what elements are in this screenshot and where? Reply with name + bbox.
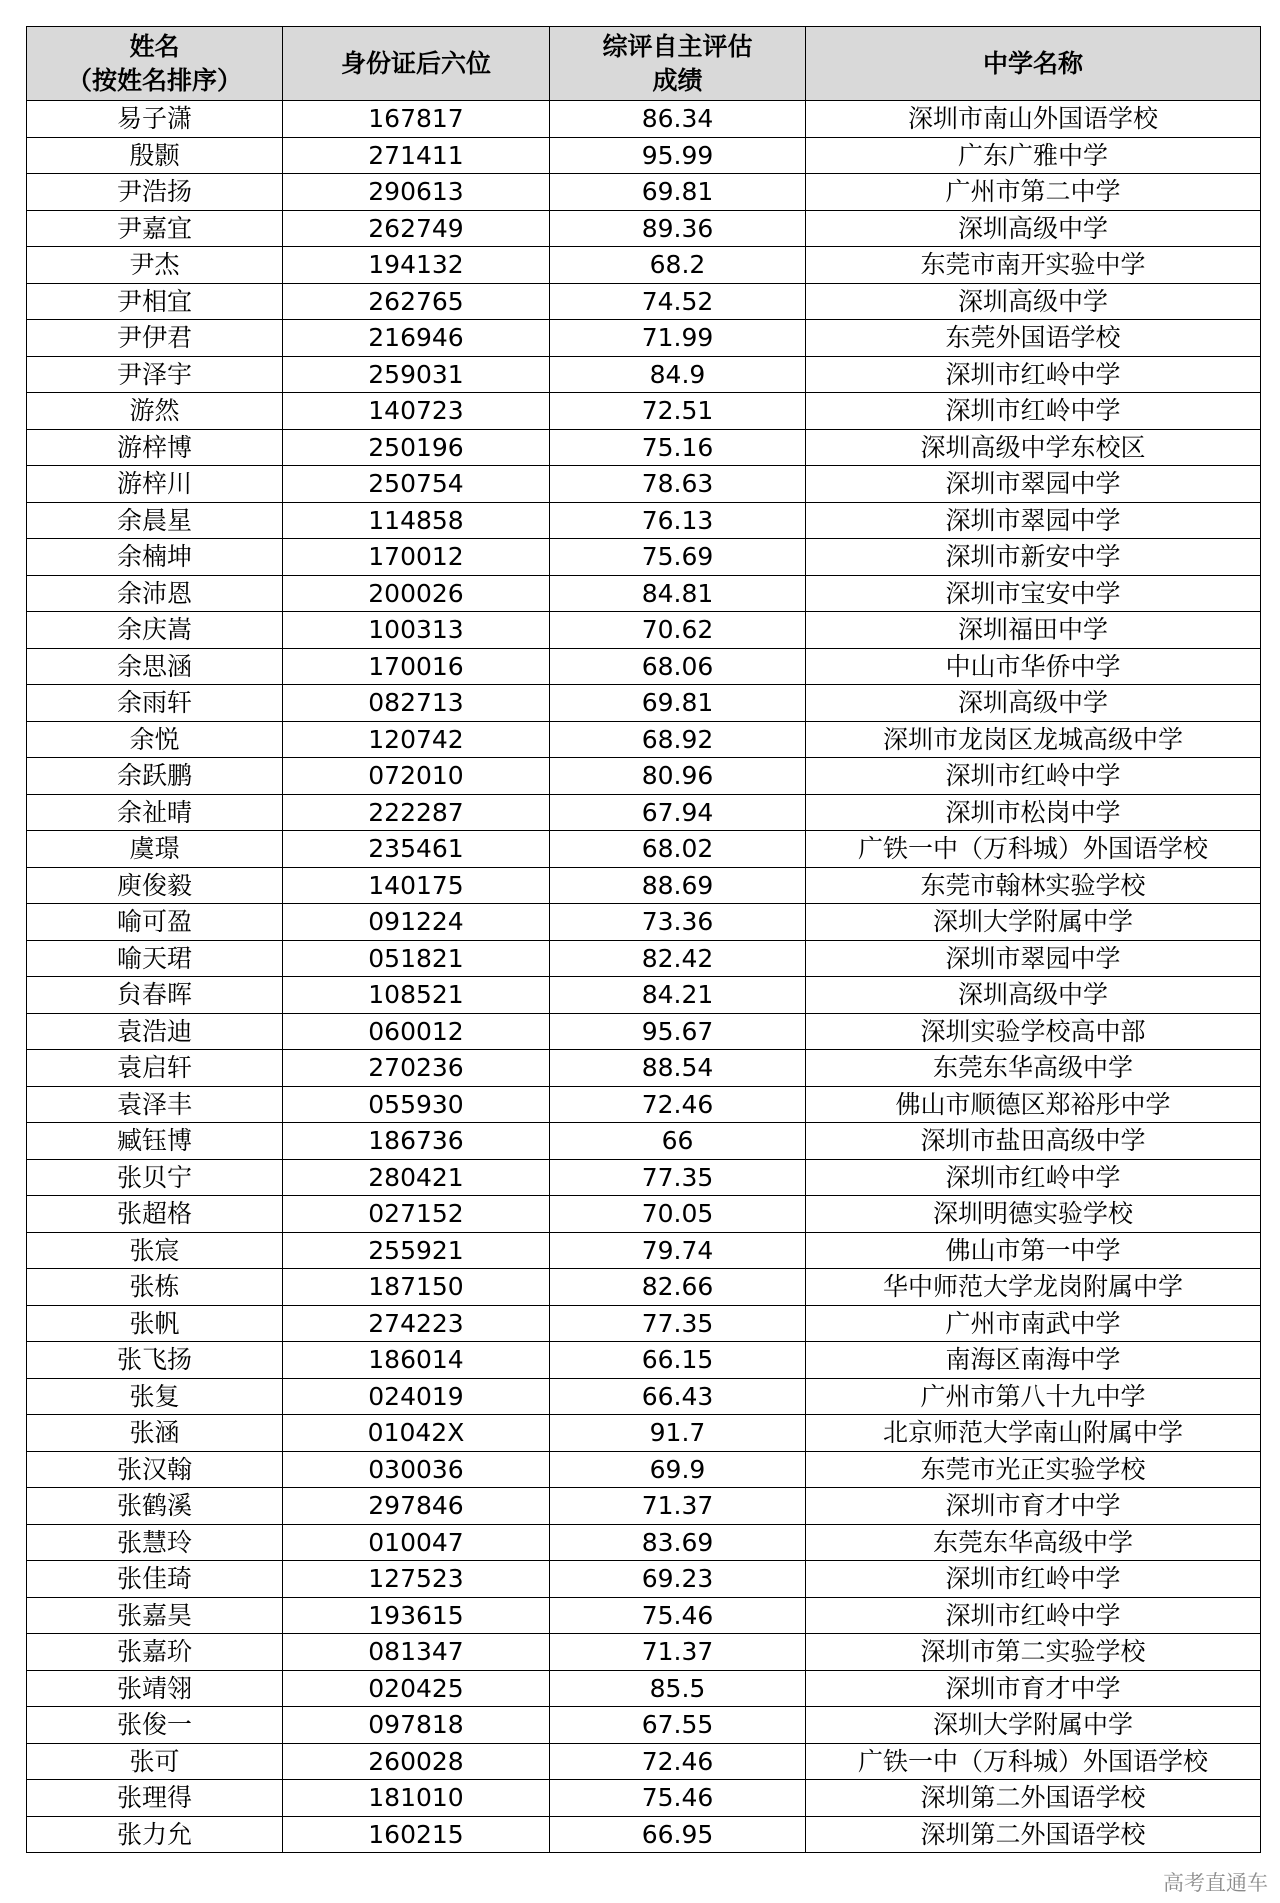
table-row [27, 1013, 1261, 1050]
cell-score: 79.74 [550, 1232, 806, 1269]
cell-score: 84.21 [550, 977, 806, 1014]
cell-score: 89.36 [550, 210, 806, 247]
cell-score: 68.06 [550, 648, 806, 685]
cell-score: 66.15 [550, 1342, 806, 1379]
cell-school: 华中师范大学龙岗附属中学 [806, 1269, 1261, 1306]
cell-score: 83.69 [550, 1524, 806, 1561]
table-row [27, 1488, 1261, 1525]
cell-school: 深圳市南山外国语学校 [806, 101, 1261, 138]
cell-school: 东莞外国语学校 [806, 320, 1261, 357]
cell-id: 072010 [283, 758, 550, 795]
cell-id: 097818 [283, 1707, 550, 1744]
cell-school: 深圳第二外国语学校 [806, 1816, 1261, 1853]
cell-school: 深圳大学附属中学 [806, 904, 1261, 941]
cell-score: 76.13 [550, 502, 806, 539]
cell-id: 271411 [283, 137, 550, 174]
header-score-line2: 成绩 [652, 65, 703, 95]
cell-name: 尹伊君 [27, 320, 283, 357]
cell-name: 张力允 [27, 1816, 283, 1853]
cell-school: 深圳明德实验学校 [806, 1196, 1261, 1233]
cell-id: 194132 [283, 247, 550, 284]
cell-id: 081347 [283, 1634, 550, 1671]
cell-score: 69.81 [550, 685, 806, 722]
table-row [27, 1707, 1261, 1744]
cell-id: 262765 [283, 283, 550, 320]
cell-id: 051821 [283, 940, 550, 977]
cell-name: 游然 [27, 393, 283, 430]
cell-name: 尹浩扬 [27, 174, 283, 211]
cell-name: 臧钰博 [27, 1123, 283, 1160]
cell-score: 67.55 [550, 1707, 806, 1744]
cell-id: 024019 [283, 1378, 550, 1415]
table-row [27, 1196, 1261, 1233]
cell-score: 72.46 [550, 1743, 806, 1780]
cell-name: 张宸 [27, 1232, 283, 1269]
cell-score: 71.99 [550, 320, 806, 357]
table-row [27, 539, 1261, 576]
cell-school: 深圳市红岭中学 [806, 1159, 1261, 1196]
cell-id: 186736 [283, 1123, 550, 1160]
cell-score: 91.7 [550, 1415, 806, 1452]
table-row [27, 1086, 1261, 1123]
cell-id: 200026 [283, 575, 550, 612]
cell-name: 尹相宜 [27, 283, 283, 320]
cell-school: 深圳市育才中学 [806, 1670, 1261, 1707]
cell-school: 深圳市龙岗区龙城高级中学 [806, 721, 1261, 758]
cell-school: 广州市第八十九中学 [806, 1378, 1261, 1415]
table-row [27, 1597, 1261, 1634]
cell-score: 75.46 [550, 1597, 806, 1634]
cell-id: 010047 [283, 1524, 550, 1561]
cell-name: 张靖翎 [27, 1670, 283, 1707]
table-row [27, 721, 1261, 758]
cell-school: 深圳高级中学 [806, 210, 1261, 247]
cell-name: 张佳琦 [27, 1561, 283, 1598]
cell-school: 广铁一中（万科城）外国语学校 [806, 1743, 1261, 1780]
cell-name: 余祉晴 [27, 794, 283, 831]
cell-score: 84.81 [550, 575, 806, 612]
cell-school: 佛山市第一中学 [806, 1232, 1261, 1269]
cell-id: 170016 [283, 648, 550, 685]
cell-school: 深圳市红岭中学 [806, 758, 1261, 795]
cell-id: 027152 [283, 1196, 550, 1233]
cell-school: 深圳市翠园中学 [806, 466, 1261, 503]
cell-id: 01042X [283, 1415, 550, 1452]
cell-id: 020425 [283, 1670, 550, 1707]
cell-score: 71.37 [550, 1488, 806, 1525]
cell-name: 喻可盈 [27, 904, 283, 941]
cell-school: 佛山市顺德区郑裕彤中学 [806, 1086, 1261, 1123]
cell-name: 张贝宁 [27, 1159, 283, 1196]
table-row [27, 502, 1261, 539]
cell-school: 北京师范大学南山附属中学 [806, 1415, 1261, 1452]
cell-school: 深圳大学附属中学 [806, 1707, 1261, 1744]
cell-name: 张俊一 [27, 1707, 283, 1744]
cell-name: 尹杰 [27, 247, 283, 284]
cell-school: 深圳福田中学 [806, 612, 1261, 649]
table-row [27, 1415, 1261, 1452]
cell-school: 东莞东华高级中学 [806, 1050, 1261, 1087]
cell-id: 193615 [283, 1597, 550, 1634]
cell-score: 75.69 [550, 539, 806, 576]
table-row [27, 940, 1261, 977]
cell-name: 贠春晖 [27, 977, 283, 1014]
cell-score: 82.66 [550, 1269, 806, 1306]
cell-score: 77.35 [550, 1305, 806, 1342]
cell-name: 袁启轩 [27, 1050, 283, 1087]
table-row [27, 977, 1261, 1014]
cell-score: 66.95 [550, 1816, 806, 1853]
cell-score: 95.99 [550, 137, 806, 174]
cell-id: 120742 [283, 721, 550, 758]
cell-school: 深圳高级中学东校区 [806, 429, 1261, 466]
table-row [27, 1670, 1261, 1707]
cell-name: 张涵 [27, 1415, 283, 1452]
cell-id: 140175 [283, 867, 550, 904]
cell-name: 庾俊毅 [27, 867, 283, 904]
cell-name: 张理得 [27, 1780, 283, 1817]
cell-name: 袁泽丰 [27, 1086, 283, 1123]
cell-name: 张慧玲 [27, 1524, 283, 1561]
cell-school: 广铁一中（万科城）外国语学校 [806, 831, 1261, 868]
table-row [27, 356, 1261, 393]
table-row [27, 1050, 1261, 1087]
cell-name: 张帆 [27, 1305, 283, 1342]
cell-id: 160215 [283, 1816, 550, 1853]
table-row [27, 794, 1261, 831]
cell-school: 深圳高级中学 [806, 283, 1261, 320]
cell-id: 100313 [283, 612, 550, 649]
cell-score: 70.05 [550, 1196, 806, 1233]
cell-id: 260028 [283, 1743, 550, 1780]
cell-name: 游梓博 [27, 429, 283, 466]
cell-name: 张嘉昊 [27, 1597, 283, 1634]
cell-id: 250754 [283, 466, 550, 503]
cell-school: 深圳市翠园中学 [806, 940, 1261, 977]
cell-score: 74.52 [550, 283, 806, 320]
cell-school: 深圳高级中学 [806, 977, 1261, 1014]
cell-name: 尹泽宇 [27, 356, 283, 393]
cell-id: 280421 [283, 1159, 550, 1196]
watermark: 高考直通车 [1163, 1871, 1268, 1895]
table-row [27, 1634, 1261, 1671]
cell-id: 060012 [283, 1013, 550, 1050]
cell-name: 张嘉玠 [27, 1634, 283, 1671]
cell-name: 殷颢 [27, 137, 283, 174]
cell-school: 深圳市翠园中学 [806, 502, 1261, 539]
table-row [27, 174, 1261, 211]
cell-school: 东莞东华高级中学 [806, 1524, 1261, 1561]
table-row [27, 1451, 1261, 1488]
cell-name: 余思涵 [27, 648, 283, 685]
cell-score: 69.9 [550, 1451, 806, 1488]
cell-name: 余沛恩 [27, 575, 283, 612]
header-name-line1: 姓名 [129, 31, 180, 61]
cell-score: 75.16 [550, 429, 806, 466]
header-id: 身份证后六位 [283, 27, 550, 101]
cell-school: 深圳市红岭中学 [806, 393, 1261, 430]
table-row [27, 867, 1261, 904]
table-row [27, 648, 1261, 685]
table-row [27, 758, 1261, 795]
cell-name: 易子潇 [27, 101, 283, 138]
cell-id: 055930 [283, 1086, 550, 1123]
table-row [27, 466, 1261, 503]
table-row [27, 1378, 1261, 1415]
cell-name: 喻天珺 [27, 940, 283, 977]
header-school: 中学名称 [806, 27, 1261, 101]
cell-score: 86.34 [550, 101, 806, 138]
cell-score: 84.9 [550, 356, 806, 393]
cell-id: 127523 [283, 1561, 550, 1598]
cell-name: 张鹤溪 [27, 1488, 283, 1525]
cell-id: 255921 [283, 1232, 550, 1269]
cell-id: 186014 [283, 1342, 550, 1379]
cell-score: 78.63 [550, 466, 806, 503]
cell-school: 中山市华侨中学 [806, 648, 1261, 685]
cell-score: 66.43 [550, 1378, 806, 1415]
table-row [27, 1816, 1261, 1853]
cell-score: 70.62 [550, 612, 806, 649]
cell-id: 235461 [283, 831, 550, 868]
cell-name: 张汉翰 [27, 1451, 283, 1488]
table-row [27, 575, 1261, 612]
cell-id: 114858 [283, 502, 550, 539]
score-table [26, 26, 1261, 1853]
table-row [27, 210, 1261, 247]
table-row [27, 1123, 1261, 1160]
cell-name: 张栋 [27, 1269, 283, 1306]
cell-name: 虞璟 [27, 831, 283, 868]
cell-score: 85.5 [550, 1670, 806, 1707]
cell-score: 71.37 [550, 1634, 806, 1671]
header-score-line1: 综评自主评估 [602, 31, 753, 61]
cell-id: 108521 [283, 977, 550, 1014]
cell-score: 80.96 [550, 758, 806, 795]
cell-score: 67.94 [550, 794, 806, 831]
cell-school: 深圳第二外国语学校 [806, 1780, 1261, 1817]
table-row [27, 1561, 1261, 1598]
cell-id: 082713 [283, 685, 550, 722]
header-score [550, 27, 806, 101]
cell-id: 216946 [283, 320, 550, 357]
cell-id: 262749 [283, 210, 550, 247]
table-row [27, 393, 1261, 430]
cell-id: 091224 [283, 904, 550, 941]
cell-score: 88.54 [550, 1050, 806, 1087]
cell-school: 广东广雅中学 [806, 137, 1261, 174]
cell-school: 深圳市宝安中学 [806, 575, 1261, 612]
cell-school: 深圳市新安中学 [806, 539, 1261, 576]
cell-score: 72.51 [550, 393, 806, 430]
table-row [27, 1269, 1261, 1306]
cell-school: 南海区南海中学 [806, 1342, 1261, 1379]
cell-score: 66 [550, 1123, 806, 1160]
cell-score: 73.36 [550, 904, 806, 941]
cell-score: 75.46 [550, 1780, 806, 1817]
cell-id: 270236 [283, 1050, 550, 1087]
cell-school: 深圳市松岗中学 [806, 794, 1261, 831]
cell-name: 张可 [27, 1743, 283, 1780]
cell-id: 181010 [283, 1780, 550, 1817]
cell-id: 259031 [283, 356, 550, 393]
table-row [27, 247, 1261, 284]
table-row [27, 320, 1261, 357]
header-name [27, 27, 283, 101]
cell-school: 深圳市第二实验学校 [806, 1634, 1261, 1671]
cell-name: 余雨轩 [27, 685, 283, 722]
table-row [27, 612, 1261, 649]
cell-score: 72.46 [550, 1086, 806, 1123]
table-row [27, 1524, 1261, 1561]
cell-name: 游梓川 [27, 466, 283, 503]
cell-name: 袁浩迪 [27, 1013, 283, 1050]
table-row [27, 1305, 1261, 1342]
cell-id: 170012 [283, 539, 550, 576]
cell-name: 张复 [27, 1378, 283, 1415]
cell-school: 东莞市光正实验学校 [806, 1451, 1261, 1488]
cell-school: 深圳市盐田高级中学 [806, 1123, 1261, 1160]
cell-school: 深圳市红岭中学 [806, 1597, 1261, 1634]
cell-score: 77.35 [550, 1159, 806, 1196]
cell-score: 68.02 [550, 831, 806, 868]
cell-id: 187150 [283, 1269, 550, 1306]
header-name-line2: （按姓名排序） [66, 65, 242, 95]
cell-school: 深圳市红岭中学 [806, 1561, 1261, 1598]
cell-name: 余晨星 [27, 502, 283, 539]
table-row [27, 137, 1261, 174]
table-row [27, 1743, 1261, 1780]
cell-name: 余楠坤 [27, 539, 283, 576]
cell-school: 深圳市红岭中学 [806, 356, 1261, 393]
cell-school: 深圳实验学校高中部 [806, 1013, 1261, 1050]
table-header-row [27, 27, 1261, 101]
cell-id: 297846 [283, 1488, 550, 1525]
cell-score: 88.69 [550, 867, 806, 904]
cell-name: 尹嘉宜 [27, 210, 283, 247]
cell-score: 69.23 [550, 1561, 806, 1598]
cell-name: 张超格 [27, 1196, 283, 1233]
table-row [27, 1159, 1261, 1196]
table-body [27, 101, 1261, 1853]
table-row [27, 283, 1261, 320]
cell-id: 274223 [283, 1305, 550, 1342]
cell-score: 68.2 [550, 247, 806, 284]
cell-id: 290613 [283, 174, 550, 211]
table-row [27, 1780, 1261, 1817]
cell-school: 深圳高级中学 [806, 685, 1261, 722]
table-row [27, 904, 1261, 941]
cell-school: 深圳市育才中学 [806, 1488, 1261, 1525]
table-row [27, 685, 1261, 722]
cell-id: 222287 [283, 794, 550, 831]
table-row [27, 101, 1261, 138]
table-row [27, 1232, 1261, 1269]
cell-score: 82.42 [550, 940, 806, 977]
cell-id: 140723 [283, 393, 550, 430]
cell-school: 东莞市翰林实验学校 [806, 867, 1261, 904]
cell-score: 68.92 [550, 721, 806, 758]
cell-school: 广州市南武中学 [806, 1305, 1261, 1342]
cell-score: 69.81 [550, 174, 806, 211]
table-row [27, 429, 1261, 466]
cell-id: 250196 [283, 429, 550, 466]
cell-id: 167817 [283, 101, 550, 138]
cell-name: 余庆嵩 [27, 612, 283, 649]
cell-id: 030036 [283, 1451, 550, 1488]
table-row [27, 1342, 1261, 1379]
cell-name: 余跃鹏 [27, 758, 283, 795]
cell-score: 95.67 [550, 1013, 806, 1050]
cell-school: 东莞市南开实验中学 [806, 247, 1261, 284]
cell-name: 张飞扬 [27, 1342, 283, 1379]
cell-name: 余悦 [27, 721, 283, 758]
cell-school: 广州市第二中学 [806, 174, 1261, 211]
table-row [27, 831, 1261, 868]
